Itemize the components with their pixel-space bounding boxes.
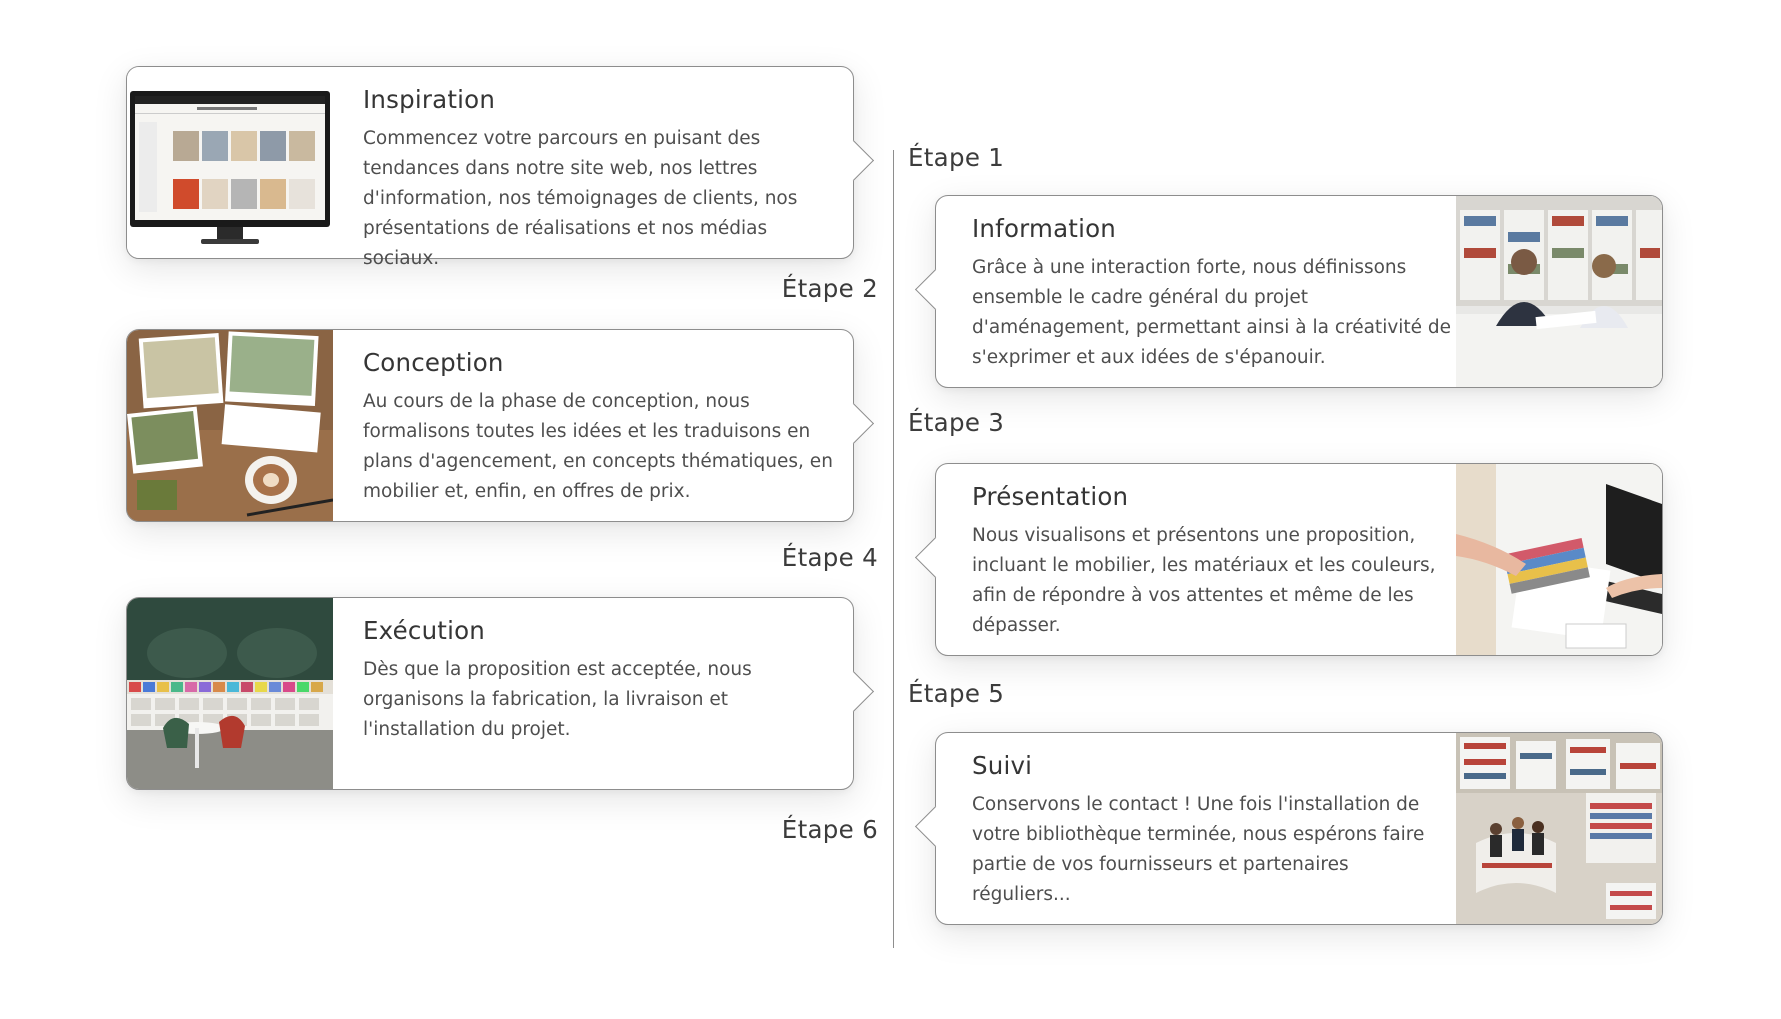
step-card-suivi [935,732,1663,925]
monitor-website-image [127,67,333,258]
card-pointer [915,806,956,847]
library-team-image [1456,733,1662,924]
step-label-2: Étape 2 [781,274,878,303]
material-samples-image [1456,464,1662,655]
card-description: Au cours de la phase de conception, nous formalisons toutes les idées et les traduisons en plans d'agencement, en concepts thématiques, en mobilier et, enfin, en offres de prix. [363,391,833,502]
card-description: Dès que la proposition est acceptée, nous organisons la fabrication, la livraison et l'installation du projet. [363,659,752,740]
card-text [363,85,843,274]
design-coffee-image [127,330,333,521]
step-card-inspiration [126,66,854,269]
card-text [363,616,843,745]
card-title: Inspiration [363,85,496,114]
timeline-axis [893,150,894,948]
card-text [972,214,1452,373]
card-text [363,348,843,507]
card-text [972,751,1452,910]
card-text [972,482,1452,641]
step-label-5: Étape 5 [908,679,1005,708]
step-card-conception [126,329,854,522]
card-title: Information [972,214,1117,243]
card-title: Exécution [363,616,486,645]
step-label-4: Étape 4 [781,543,878,572]
card-title: Suivi [972,751,1033,780]
step-label-1: Étape 1 [908,143,1005,172]
card-pointer [915,537,956,578]
card-description: Nous visualisons et présentons une proposition, incluant le mobilier, les matériaux et les couleurs, afin de répondre à vos attentes et même de les dépasser. [972,525,1436,636]
reading-area-image [127,598,333,789]
card-description: Commencez votre parcours en puisant des tendances dans notre site web, nos lettres d'information, nos témoignages de clients, nos présentations de réalisations et nos médias sociaux. [363,128,798,269]
card-pointer [915,269,956,310]
step-label-6: Étape 6 [781,815,878,844]
step-card-information [935,195,1663,388]
step-card-presentation [935,463,1663,656]
step-label-3: Étape 3 [908,408,1005,437]
card-title: Présentation [972,482,1129,511]
step-card-execution [126,597,854,790]
card-title: Conception [363,348,504,377]
meeting-photo-image [1456,196,1662,387]
card-description: Grâce à une interaction forte, nous définissons ensemble le cadre général du projet d'aménagement, permettant ainsi à la créativité de s'exprimer et aux idées de s'épanouir. [972,257,1452,368]
card-description: Conservons le contact ! Une fois l'installation de votre bibliothèque terminée, nous espérons faire partie de vos fournisseurs et partenaires réguliers... [972,794,1425,905]
